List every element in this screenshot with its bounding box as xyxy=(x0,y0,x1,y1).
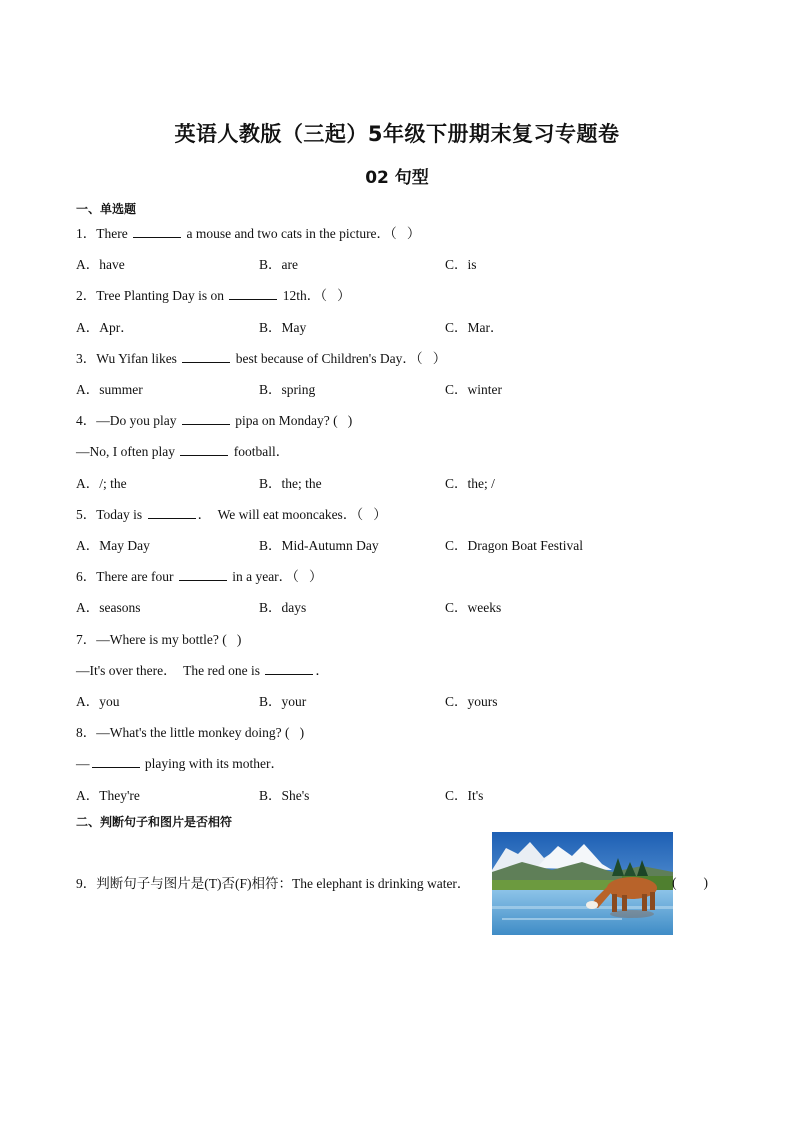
question-stem-rest: pipa on Monday? ( ) xyxy=(235,413,353,428)
option-c[interactable]: C．the; / xyxy=(445,476,495,491)
question-7-reply xyxy=(76,662,329,680)
question-stem: 8．—What's the little monkey doing? ( ) xyxy=(76,725,305,740)
option-b[interactable]: B．She's xyxy=(259,788,310,803)
option-a[interactable]: A．seasons xyxy=(76,600,141,615)
reply-text-rest: playing with its mother． xyxy=(144,756,284,771)
option-c[interactable]: C．weeks xyxy=(445,600,502,615)
option-b[interactable]: B．are xyxy=(259,257,298,272)
question-8-reply xyxy=(76,755,284,773)
question-stem: 1．There xyxy=(76,226,128,241)
option-a[interactable]: A．have xyxy=(76,257,125,272)
option-c[interactable]: C．is xyxy=(445,257,477,272)
option-b[interactable]: B．your xyxy=(259,694,307,709)
question-stem: 4．—Do you play xyxy=(76,413,177,428)
question-6 xyxy=(76,568,323,586)
answer-blank[interactable] xyxy=(92,755,140,768)
option-c[interactable]: C．yours xyxy=(445,694,498,709)
answer-blank[interactable] xyxy=(179,568,227,581)
option-a[interactable]: A．summer xyxy=(76,382,143,397)
question-stem: 6．There are four xyxy=(76,569,174,584)
option-b[interactable]: B．the; the xyxy=(259,476,322,491)
option-a[interactable]: A．They're xyxy=(76,788,140,803)
reply-text: —No, I often play xyxy=(76,444,175,459)
question-4-reply xyxy=(76,443,289,461)
question-stem: 5．Today is xyxy=(76,507,143,522)
question-3 xyxy=(76,350,446,368)
question-7 xyxy=(76,631,241,649)
answer-blank[interactable] xyxy=(182,412,230,425)
reply-text-rest: football． xyxy=(233,444,290,459)
question-4 xyxy=(76,412,352,430)
page-subtitle: 02 句型 xyxy=(365,168,429,188)
option-b[interactable]: B．days xyxy=(259,600,307,615)
question-stem-rest: best because of Children's Day．（ ） xyxy=(235,351,447,366)
option-c[interactable]: C．It's xyxy=(445,788,484,803)
question-8 xyxy=(76,724,304,742)
question-stem-rest: a mouse and two cats in the picture．（ ） xyxy=(186,226,421,241)
answer-blank[interactable] xyxy=(180,443,228,456)
reply-text-rest: ． xyxy=(315,663,329,678)
question-stem-rest: in a year．（ ） xyxy=(232,569,323,584)
option-b[interactable]: B．Mid-Autumn Day xyxy=(259,538,379,553)
reply-text: —It's over there． The red one is xyxy=(76,663,261,678)
answer-blank[interactable] xyxy=(265,662,313,675)
option-a[interactable]: A．you xyxy=(76,694,120,709)
page-title: 英语人教版（三起）5年级下册期末复习专题卷 xyxy=(174,122,620,146)
section-heading-true-false: 二、判断句子和图片是否相符 xyxy=(76,815,233,829)
answer-blank[interactable] xyxy=(148,506,196,519)
reply-text: — xyxy=(76,756,90,771)
question-stem: 7．—Where is my bottle? ( ) xyxy=(76,632,242,647)
question-2 xyxy=(76,287,351,305)
option-c[interactable]: C．Dragon Boat Festival xyxy=(445,538,583,553)
question-stem: 3．Wu Yifan likes xyxy=(76,351,177,366)
answer-blank[interactable] xyxy=(182,350,230,363)
question-5 xyxy=(76,506,387,524)
option-a[interactable]: A．/; the xyxy=(76,476,127,491)
answer-blank[interactable] xyxy=(229,287,277,300)
option-c[interactable]: C．Mar． xyxy=(445,320,504,335)
question-9: 9．判断句子与图片是(T)否(F)相符：The elephant is drinking water． xyxy=(76,876,471,891)
question-stem-rest: 12th．（ ） xyxy=(282,288,351,303)
section-heading-single-choice: 一、单选题 xyxy=(76,202,137,216)
option-c[interactable]: C．winter xyxy=(445,382,502,397)
option-a[interactable]: A．Apr． xyxy=(76,320,134,335)
option-b[interactable]: B．spring xyxy=(259,382,316,397)
cow-drinking-photo xyxy=(492,832,673,935)
option-a[interactable]: A．May Day xyxy=(76,538,150,553)
answer-blank[interactable] xyxy=(133,225,181,238)
question-1 xyxy=(76,225,420,243)
question-stem-rest: ． We will eat mooncakes．（ ） xyxy=(197,507,387,522)
option-b[interactable]: B．May xyxy=(259,320,307,335)
question-stem: 2．Tree Planting Day is on xyxy=(76,288,224,303)
answer-parentheses[interactable]: ( ) xyxy=(672,875,708,890)
